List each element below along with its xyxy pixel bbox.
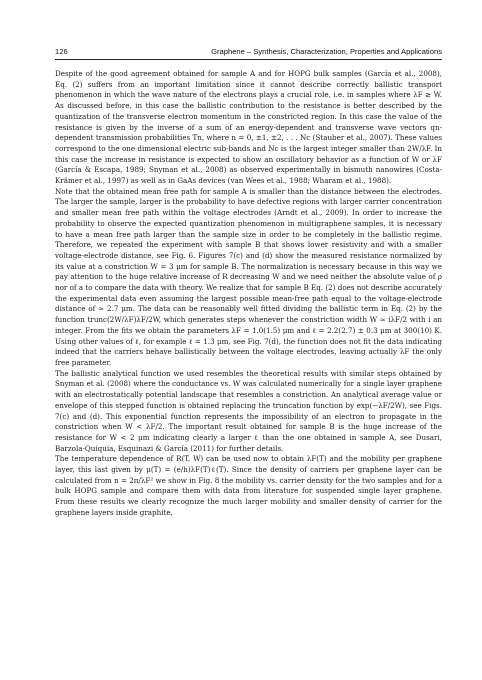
paragraph: Despite of the good agreement obtained for sample A and for HOPG bulk samples (García et al., 2008), Eq. (2) suffers from an important limitation since it cannot describe correctly ballistic transport phenomenon in which the wave nature of the electrons plays a crucial role, i.e. in samples where λF ≳ W. As discussed before, in this case the ballistic contribution to the resistance is better described by the quantization of the transverse electron momentum in the constricted region. In this case the value of the resistance is given by the inverse of a sum of an energy-dependent and transverse wave vectors qn-dependent transmission probabilities Tn, where n = 0, ±1, ±2, . . . Nc (Stauber et al., 2007). These values correspond to the one dimensional electric sub-bands and Nc is the largest integer smaller than 2W/λF. In this case the increase in resistance is expected to show an oscillatory behavior as a function of W or λF (García & Escapa, 1989; Snyman et al., 2008) as observed experimentally in bismuth nanowires (Costa-Krämer et al., 1997) as well as in GaAs devices (van Wees et al., 1988; Wharam et al., 1988).	[55, 69, 442, 186]
running-header	[55, 47, 442, 60]
paragraph: The ballistic analytical function we used resembles the theoretical results with similar steps obtained by Snyman et al. (2008) where the conductance vs. W was calculated numerically for a single layer graphene with an electrostatically potential landscape that resembles a constriction. An analytical average value or envelope of this stepped function is obtained replacing the truncation function by exp(−λF/2W), see Figs. 7(c) and (d). This exponential function represents the impossibility of an electron to propagate in the constriction when W < λF/2. The important result obtained for sample B is the huge increase of the resistance for W < 2 μm indicating clearly a larger ℓ than the one obtained in sample A, see Dusari, Barzola-Quiquia, Esquinazi & García (2011) for further details.	[55, 368, 442, 453]
paragraph: The temperature dependence of R(T, W) can be used now to obtain λF(T) and the mobility per graphene layer, this last given by μ(T) = (e/h)λF(T)ℓ(T). Since the density of carriers per graphene layer can be calculated from n = 2π/λF² we show in Fig. 8 the mobility vs. carrier density for the two samples and for a bulk HOPG sample and compare them with data from literature for suspended single layer graphene. From these results we clearly recognize the much larger mobility and smaller density of carrier for the graphene layers inside graphite,	[55, 454, 442, 517]
body-text	[55, 69, 442, 519]
paragraph: Note that the obtained mean free path for sample A is smaller than the distance between the electrodes. The larger the sample, larger is the probability to have defective regions with larger carrier concentration and smaller mean free path within the voltage electrodes (Arndt et al., 2009). In order to increase the probability to observe the expected quantization phenomenon in multigraphene samples, it is necessary to have a mean free path larger than the sample size in order to be completely in the ballistic regime. Therefore, we repeated the experiment with sample B that shows lower resistivity and with a smaller voltage-electrode distance, see Fig. 6. Figures 7(c) and (d) show the measured resistance normalized by its value at a constriction W = 3 μm for sample B. The normalization is necessary because in this way we pay attention to the huge relative increase of R decreasing W and we need neither the absolute value of ρ nor of a to compare the data with theory. We realize that for sample B Eq. (2) does not describe accurately the experimental data even assuming the largest possible mean-free path equal to the voltage-electrode distance of ≃ 2.7 μm. The data can be reasonably well fitted dividing the ballistic term in Eq. (2) by the function trunc(2W/λF)λF/2W, which generates steps whenever the constriction width W ≃ iλF/2 with i an integer. From the fits we obtain the parameters λF = 1.0(1.5) μm and ℓ = 2.2(2.7) ± 0.3 μm at 300(10) K. Using other values of ℓ, for example ℓ = 1.3 μm, see Fig. 7(d), the function does not fit the data indicating indeed that the carriers behave ballistically between the voltage electrodes, leaving actually λF the only free parameter.	[55, 186, 442, 367]
book-title: Graphene – Synthesis, Characterization, Properties and Applications	[211, 47, 442, 56]
page-number: 126	[55, 47, 68, 56]
